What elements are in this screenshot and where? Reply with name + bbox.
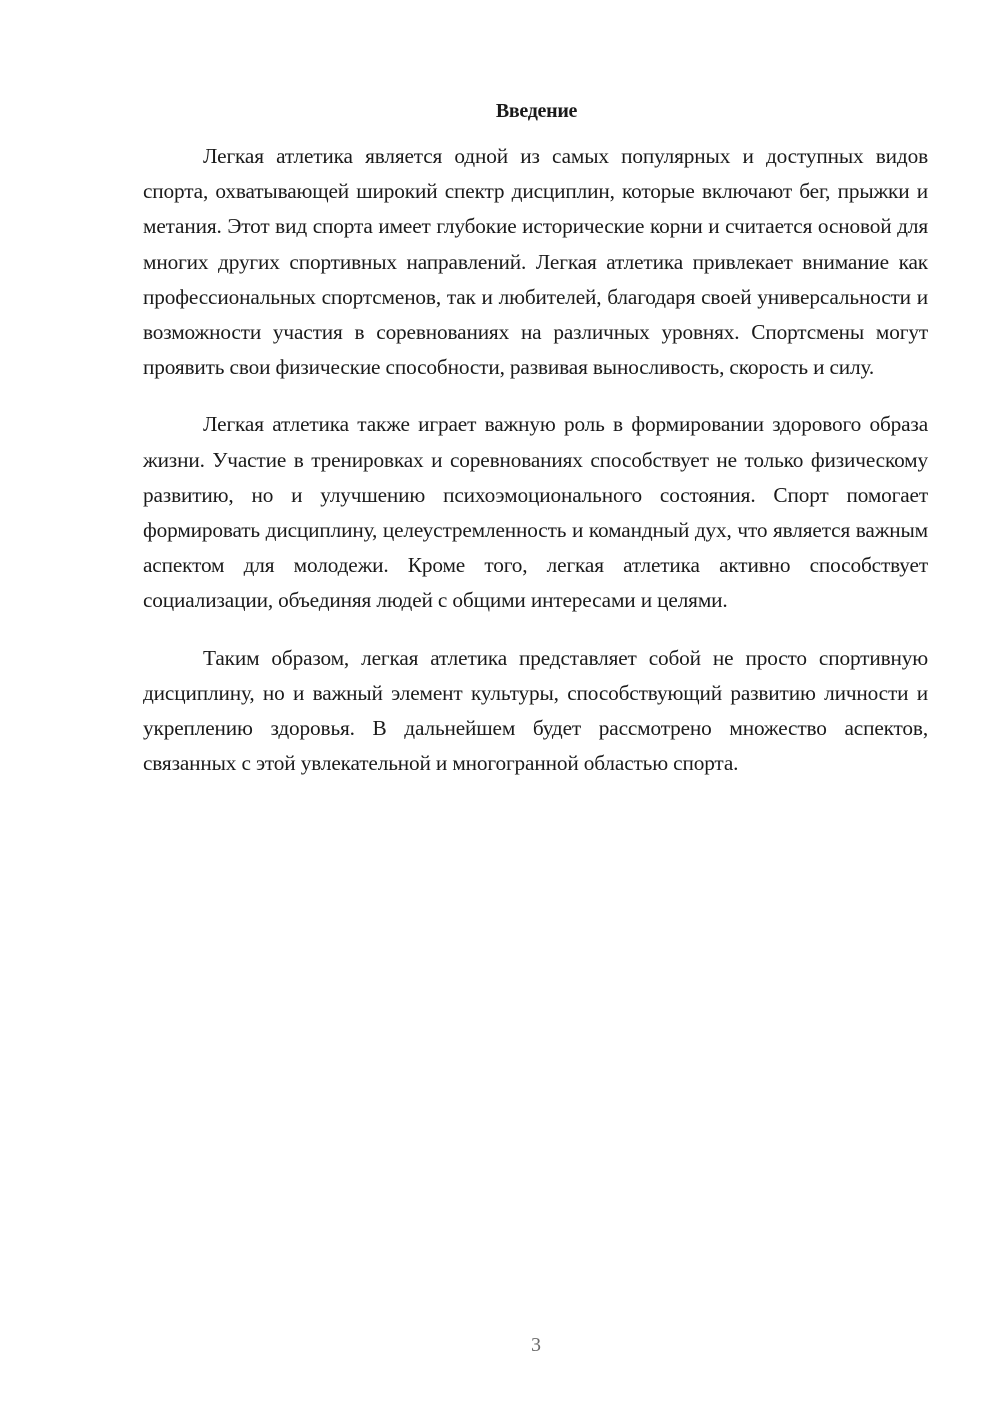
paragraph-intro: Легкая атлетика является одной из самых популярных и доступных видов спорта, охватывающей широкий спектр дисциплин, которые включают бег, прыжки и метания. Этот вид спорта имеет глубокие исторические корни и считается основой для многих других спортивных направлений. Легкая атлетика привлекает внимание как профессиональных спортсменов, так и любителей, благодаря своей универсальности и возможности участия в соревнованиях на различных уровнях. Спортсмены могут проявить свои физические способности, развивая выносливость, скорость и силу. xyxy=(143,144,928,380)
paragraph-conclusion: Таким образом, легкая атлетика представляет собой не просто спортивную дисциплину, но и важный элемент культуры, способствующий развитию личности и укреплению здоровья. В дальнейшем будет рассмотрено множество аспектов, связанных с этой увлекательной и многогранной областью спорта. xyxy=(143,645,928,776)
paragraph-healthy-lifestyle: Легкая атлетика также играет важную роль в формировании здорового образа жизни. Участие в тренировках и соревнованиях способствует не только физическому развитию, но и улучшению психоэмоционального состояния. Спорт помогает формировать дисциплину, целеустремленность и командный дух, что является важным аспектом для молодежи. Кроме того, легкая атлетика активно способствует социализации, объединяя людей с общими интересами и целями. xyxy=(143,412,928,613)
page-number: 3 xyxy=(531,1334,541,1356)
page-content xyxy=(143,96,928,803)
section-heading: Введение xyxy=(495,100,578,122)
